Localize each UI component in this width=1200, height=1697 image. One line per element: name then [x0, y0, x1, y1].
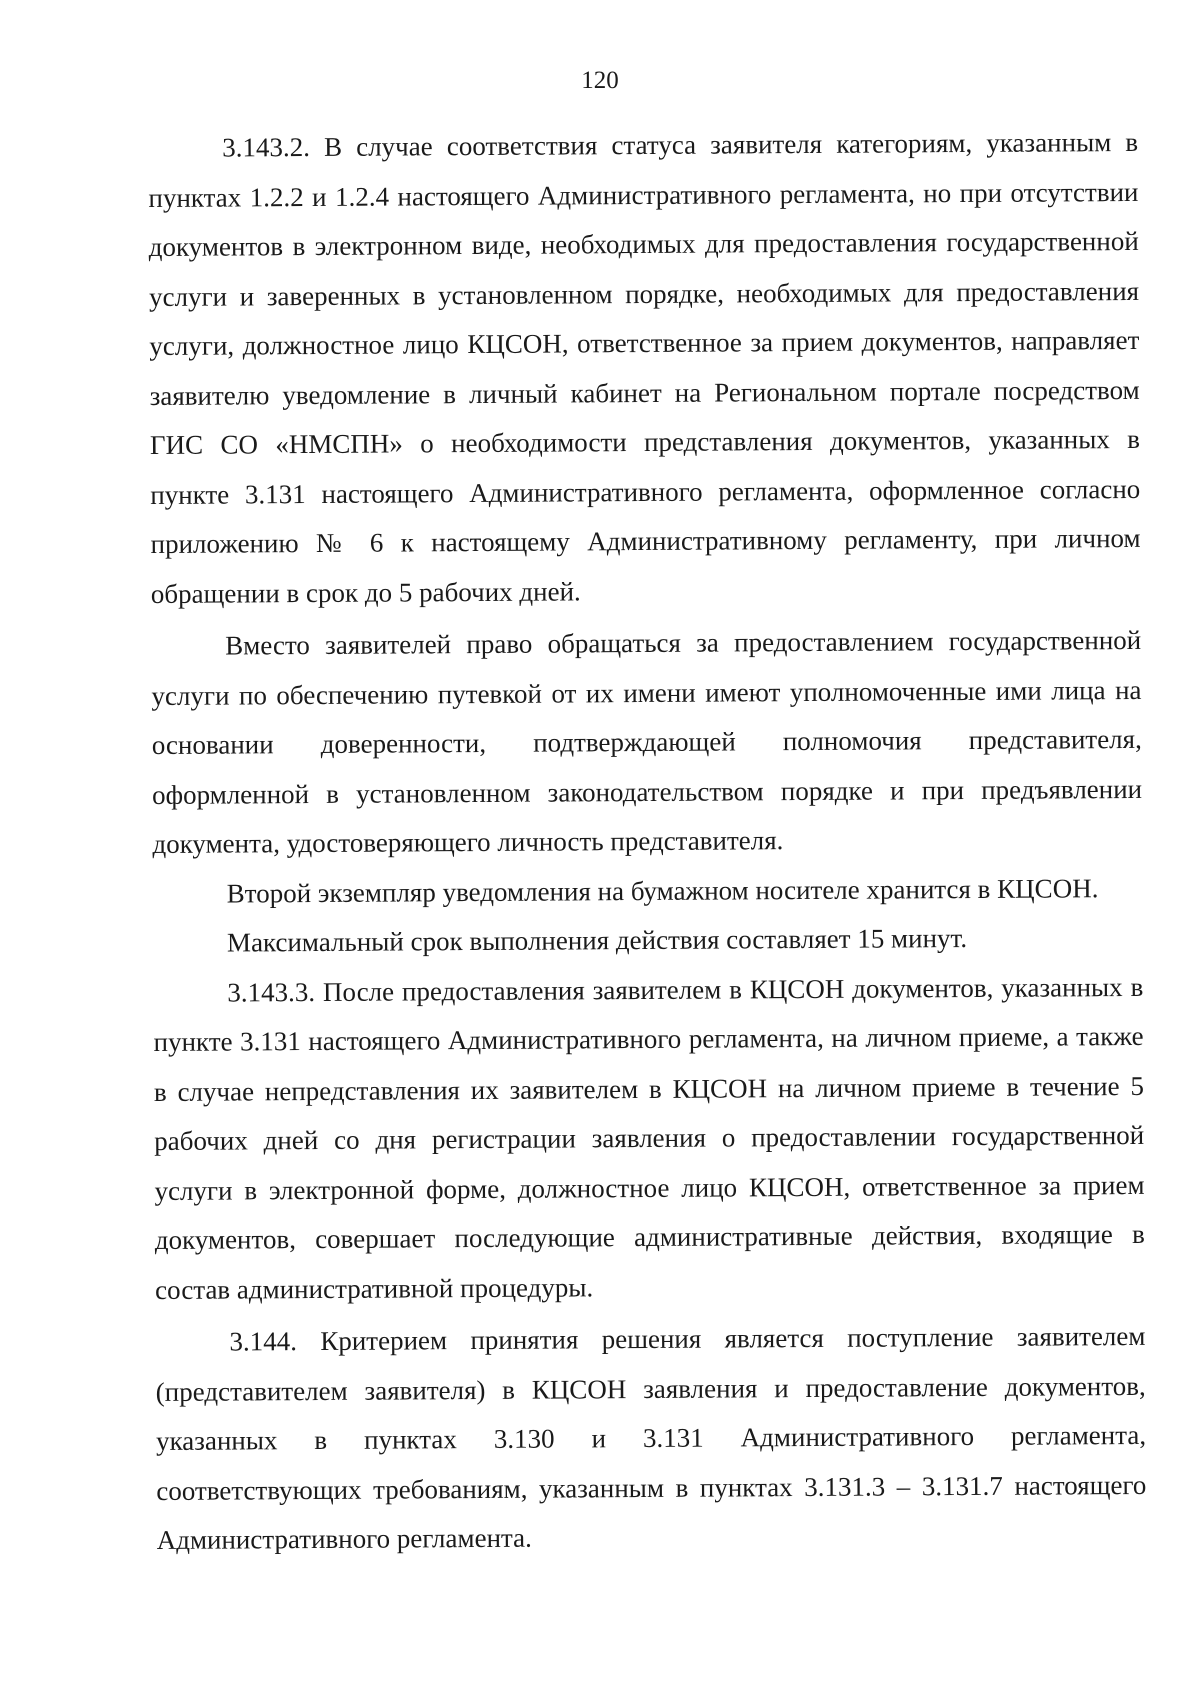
paragraph-second-copy: Второй экземпляр уведомления на бумажном носителе хранится в КЦСОН.: [226, 872, 1099, 909]
paragraph-3-143-2: 3.143.2. В случае соответствия статуса заявителя категориям, указанным в пунктах 1.2.2 и 1.2.4 настоящего Административного регламента, но при отсутствии документов в электронном виде, необходимых для предоставления государственной услуги и заверенных в установленном порядке, необходимых для предоставления услуги, должностное лицо КЦСОН, ответственное за прием документов, направляет заявителю уведомление в личный кабинет на Региональном портале посредством ГИС СО «НМСПН» о необходимости представления документов, указанных в пункте 3.131 настоящего Административного регламента, оформленное согласно приложению № 6 к настоящему Административному регламенту, при личном обращении в срок до 5 рабочих дней.: [148, 126, 1141, 609]
paragraph-3-143-3: 3.143.3. После предоставления заявителем в КЦСОН документов, указанных в пункте 3.131 настоящего Административного регламента, на личном приеме, а также в случае непредставления их заявителем в КЦСОН на личном приеме в течение 5 рабочих дней со дня регистрации заявления о предоставлении государственной услуги в электронной форме, должностное лицо КЦСОН, ответственное за прием документов, совершает последующие административные действия, входящие в состав административной процедуры.: [153, 971, 1145, 1305]
paragraph-3-144: 3.144. Критерием принятия решения является поступление заявителем (представителем заявителя) в КЦСОН заявления и предоставление документов, указанных в пунктах 3.130 и 3.131 Административного регламента, соответствующих требованиям, указанным в пунктах 3.131.3 – 3.131.7 настоящего Административного регламента.: [155, 1320, 1147, 1555]
paragraph-representatives: Вместо заявителей право обращаться за предоставлением государственной услуги по обеспечению путевкой от их имени имеют уполномоченные ими лица на основании доверенности, подтверждающей полномочия представителя, оформленной в установленном законодательством порядке и при предъявлении документа, удостоверяющего личность представителя.: [151, 624, 1143, 859]
paragraph-max-time: Максимальный срок выполнения действия составляет 15 минут.: [226, 923, 968, 958]
page-number: 120: [581, 67, 619, 94]
document-body: [148, 118, 1147, 1566]
